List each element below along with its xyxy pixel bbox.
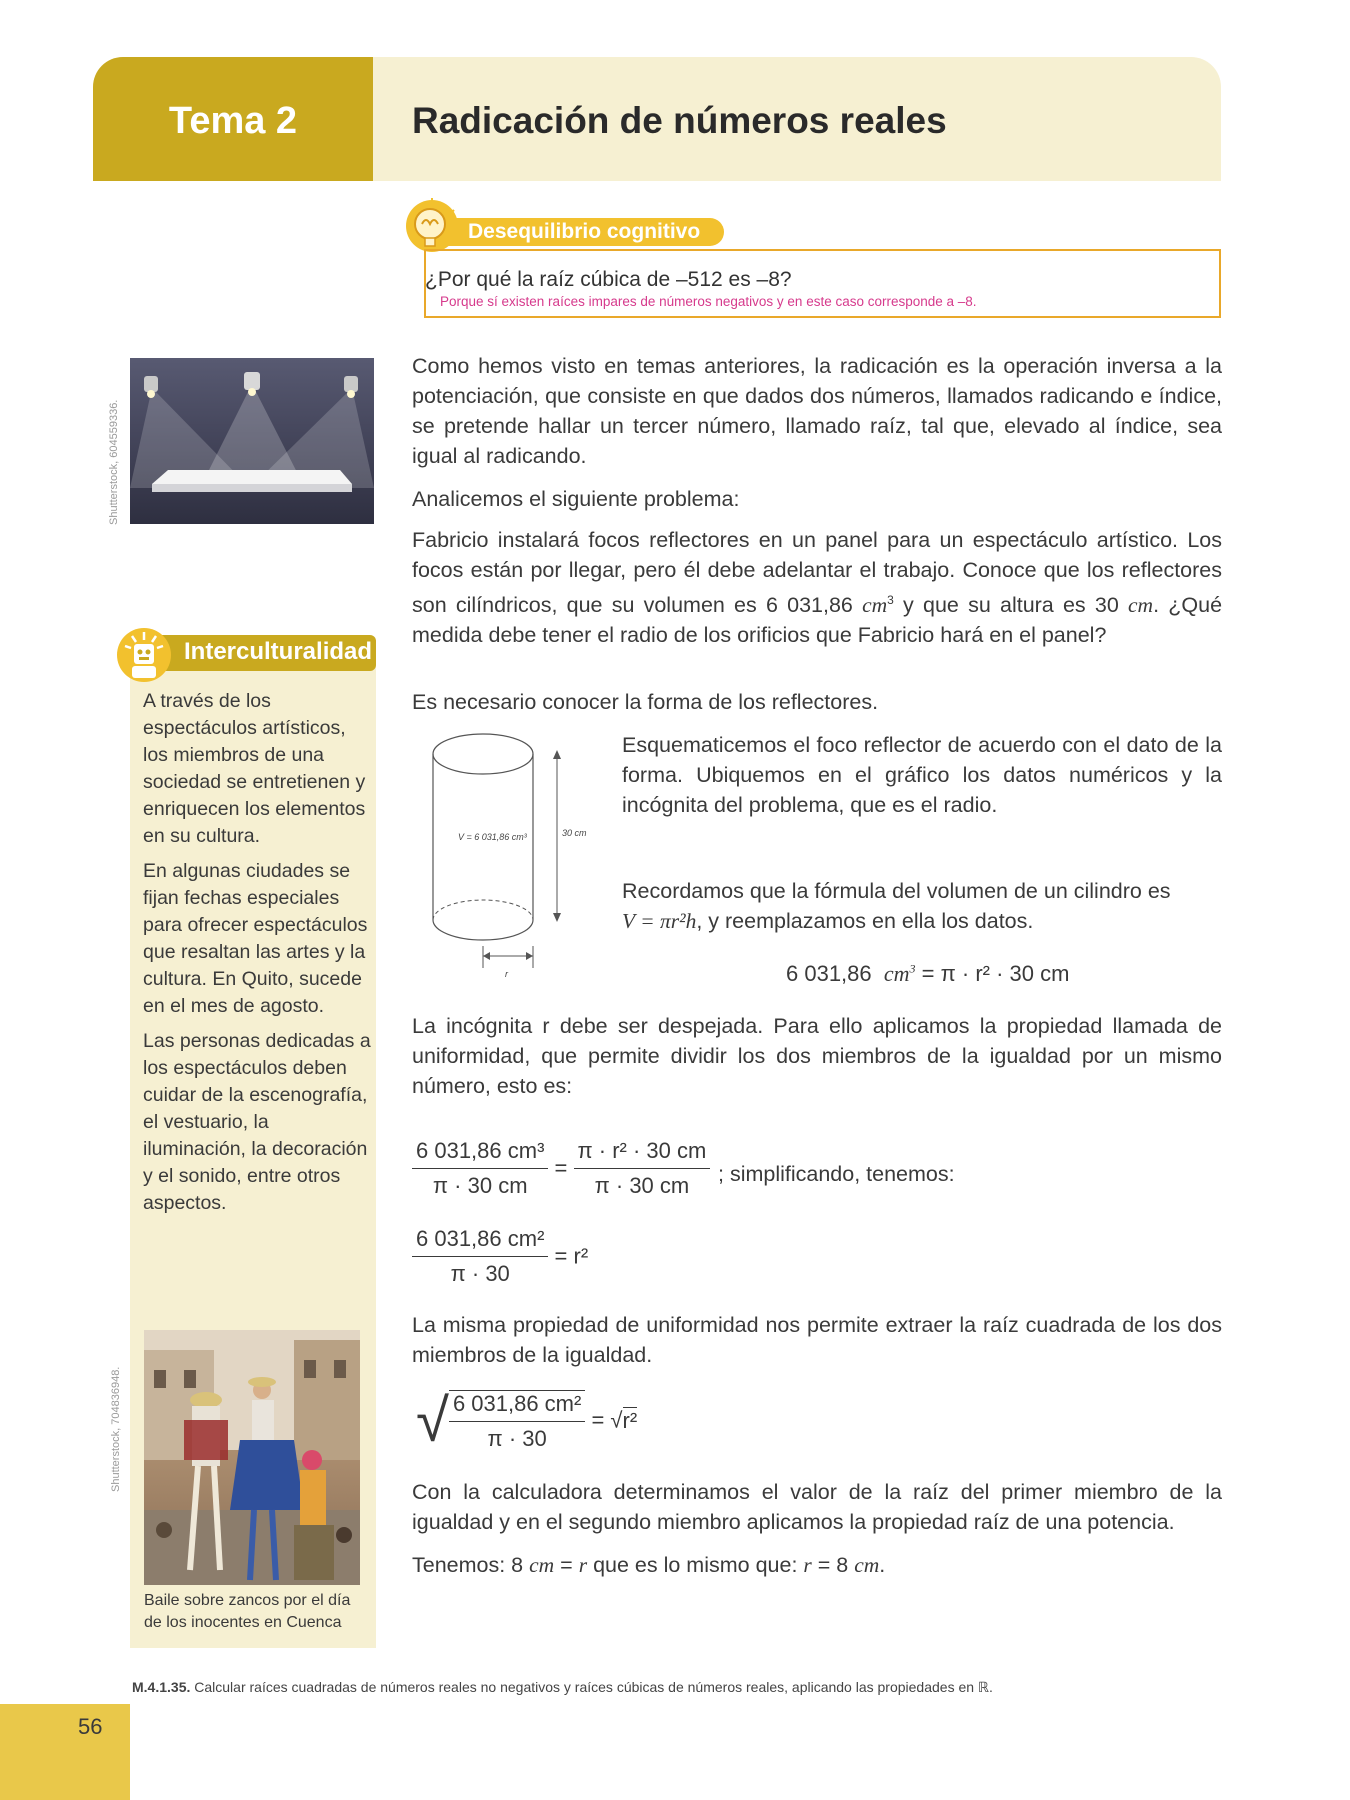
intercultural-paragraph: Las personas dedicadas a los espectáculos deben cuidar de la escenografía, el vestuario, la iluminación, la decoración y el sonido, entre otros aspectos. [143, 1030, 371, 1214]
photo-credit-2: Shutterstock, 704836948. [110, 1366, 122, 1492]
paragraph-shape: Es necesario conocer la forma de los reflectores. [412, 690, 879, 714]
fraction-right: $\frac{\text{π · r² · 30 cm}}{\pi \cdot 30 cm}$ [574, 1138, 711, 1199]
paragraph-schematic: Esquematicemos el foco reflector de acuerdo con el dato de la forma. Ubiquemos en el gráfico los datos numéricos y la incógnita del problema, que es el radio. [622, 733, 1222, 817]
intercultural-text [143, 688, 371, 1225]
simplify-text: ; simplificando, tenemos: [718, 1162, 955, 1186]
intercultural-label: Interculturalidad [184, 638, 373, 665]
radius-label: r [505, 969, 508, 979]
paragraph-uniformity: La incógnita r debe ser despejada. Para ello aplicamos la propiedad llamada de uniformidad, que permite dividir los dos miembros de la igualdad por un mismo número, esto es: [412, 1014, 1222, 1098]
cognitive-answer: Porque sí existen raíces impares de números negativos y en este caso corresponde a –8. [440, 294, 977, 309]
paragraph-calculator: Con la calculadora determinamos el valor de la raíz del primer miembro de la igualdad y en el segundo miembro aplicamos la propiedad raíz de una potencia. [412, 1480, 1222, 1534]
page-number-bar [0, 1704, 130, 1800]
page-title: Radicación de números reales [412, 100, 947, 141]
volume-label: V = 6 031,86 cm³ [458, 832, 527, 842]
curriculum-standard: M.4.1.35. Calcular raíces cuadradas de números reales no negativos y raíces cúbicas de números reales, aplicando las propiedades en ℝ. [132, 1679, 993, 1695]
fraction-left: $\frac{\text{6 031,86 cm³}}{\pi \cdot 30 cm}$ [412, 1138, 548, 1199]
paragraph-intro: Como hemos visto en temas anteriores, la radicación es la operación inversa a la potenciación, que consiste en que dados dos números, llamados radicando e índice, se pretende hallar un tercer número, llamado raíz, tal que, elevado al índice, sea igual al radicando. [412, 354, 1222, 468]
paragraph-analyze: Analicemos el siguiente problema: [412, 487, 740, 511]
stilt-dancers-photo [144, 1330, 360, 1585]
paragraph-formula: Recordamos que la fórmula del volumen de un cilindro es V = πr²h, y reemplazamos en ella los datos. [622, 879, 1171, 933]
cognitive-label: Desequilibrio cognitivo [468, 220, 701, 243]
spotlight-stage-photo [130, 358, 374, 524]
paragraph-root: La misma propiedad de uniformidad nos permite extraer la raíz cuadrada de los dos miembros de la igualdad. [412, 1313, 1222, 1367]
fraction-equation: $\frac{\text{6 031,86 cm³}}{\pi \cdot 30 cm}$ = $\frac{\text{π · r² · 30 cm}}{\pi \cdot 30 cm}$ [412, 1138, 710, 1199]
photo-credit-1: Shutterstock, 604559336. [108, 399, 120, 525]
topic-label: Tema 2 [168, 100, 298, 142]
cylinder-diagram [420, 728, 600, 993]
paragraph-problem: Fabricio instalará focos reflectores en un panel para un espectáculo artístico. Los focos están por llegar, pero él debe adelantar el trabajo. Conoce que los reflectores son cilíndricos, que su volumen es 6 031,86 $cm^3$ y que su altura es 30 cm. ¿Qué medida debe tener el radio de los orificios que Fabricio hará en el panel? [412, 528, 1223, 648]
paragraph-result: Tenemos: 8 cm = r que es lo mismo que: r = 8 cm. [412, 1553, 886, 1577]
intercultural-person-icon [115, 626, 173, 689]
root-equation: √ $\frac{\text{6 031,86 cm²}}{\pi \cdot 30}$ = √r² [416, 1387, 638, 1454]
page-number: 56 [78, 1714, 103, 1739]
photo-caption: Baile sobre zancos por el día de los inocentes en Cuenca [144, 1592, 351, 1631]
intercultural-paragraph: En algunas ciudades se fijan fechas especiales para ofrecer espectáculos que resaltan las artes y la cultura. En Quito, sucede en el mes de agosto. [143, 860, 368, 1017]
intercultural-paragraph: A través de los espectáculos artísticos, los miembros de una sociedad se entretienen y enriquecen los elementos en su cultura. [143, 690, 366, 847]
height-label: 30 cm [562, 828, 587, 838]
fraction-equation-simplified: $\frac{\text{6 031,86 cm²}}{\pi \cdot 30}$ = r² [412, 1226, 588, 1287]
equation-substitution: 6 031,86 $cm^3 = \pi \cdot r^2 \cdot 30$ cm [786, 961, 1070, 986]
cognitive-question: ¿Por qué la raíz cúbica de –512 es –8? [425, 268, 792, 291]
